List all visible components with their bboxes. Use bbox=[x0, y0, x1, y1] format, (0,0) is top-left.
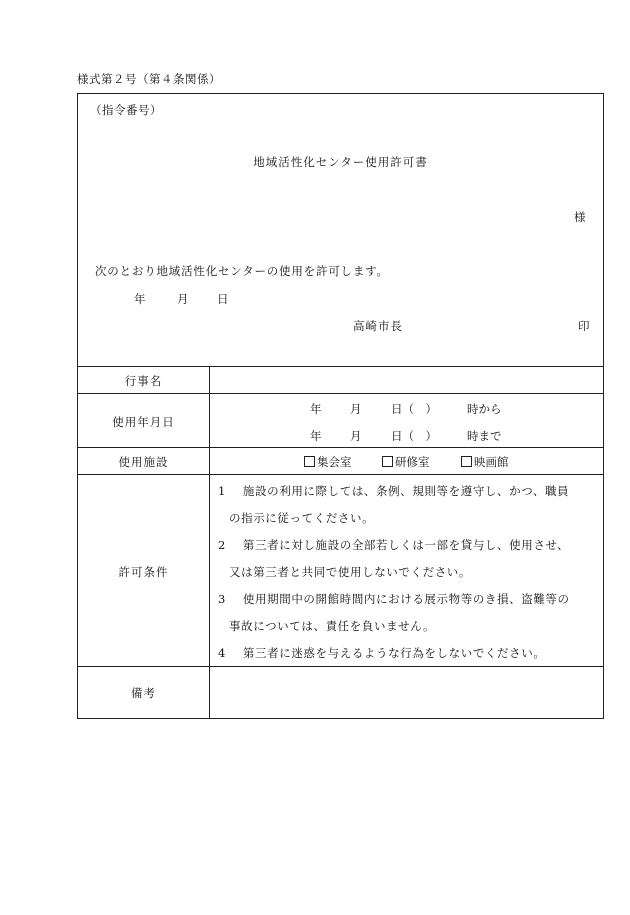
checkbox-icon[interactable] bbox=[304, 456, 315, 467]
row-divider bbox=[78, 666, 603, 667]
condition-text: 第三者に迷惑を与えるような行為をしないでください。 bbox=[242, 646, 546, 660]
to-year: 年 bbox=[310, 429, 322, 443]
to-day: 日（ ） bbox=[391, 429, 437, 443]
issue-day: 日 bbox=[217, 292, 229, 306]
condition-text: 使用期間中の開館時間内における展示物等のき損、盗難等の bbox=[242, 592, 570, 606]
facility-option-cinema[interactable] bbox=[461, 454, 509, 470]
condition-number: 2 bbox=[218, 538, 226, 552]
from-time: 時から bbox=[467, 402, 502, 416]
checkbox-icon[interactable] bbox=[382, 456, 393, 467]
condition-number: 4 bbox=[218, 646, 226, 660]
checkbox-icon[interactable] bbox=[461, 456, 472, 467]
form-number: 様式第２号（第４条関係） bbox=[77, 72, 221, 86]
event-name-label: 行事名 bbox=[124, 374, 163, 388]
facility-label: 使用施設 bbox=[118, 455, 169, 469]
row-divider bbox=[78, 447, 603, 448]
remarks-label: 備考 bbox=[131, 686, 156, 700]
condition-number: 1 bbox=[218, 484, 226, 498]
usage-date-label: 使用年月日 bbox=[112, 415, 175, 429]
to-month: 月 bbox=[350, 429, 362, 443]
permit-form bbox=[77, 93, 604, 719]
facility-option-label: 研修室 bbox=[395, 455, 430, 469]
document-title: 地域活性化センター使用許可書 bbox=[253, 155, 428, 169]
condition-number: 3 bbox=[218, 592, 226, 606]
from-month: 月 bbox=[350, 402, 362, 416]
condition-text: の指示に従ってください。 bbox=[229, 511, 375, 525]
issue-year: 年 bbox=[134, 292, 146, 306]
seal-mark: 印 bbox=[578, 319, 590, 333]
issue-month: 月 bbox=[177, 292, 189, 306]
addressee-suffix: 様 bbox=[574, 210, 586, 224]
row-divider bbox=[78, 393, 603, 394]
permit-statement: 次のとおり地域活性化センターの使用を許可します。 bbox=[95, 264, 389, 278]
condition-text: 事故については、責任を負いません。 bbox=[229, 619, 436, 633]
row-divider bbox=[78, 474, 603, 475]
issuer-name: 高崎市長 bbox=[353, 319, 403, 333]
condition-text: 又は第三者と共同で使用しないでください。 bbox=[229, 565, 471, 579]
column-divider bbox=[209, 366, 210, 719]
from-year: 年 bbox=[310, 402, 322, 416]
conditions-label: 許可条件 bbox=[118, 565, 169, 579]
condition-text: 施設の利用に際しては、条例、規則等を遵守し、かつ、職員 bbox=[242, 484, 570, 498]
table-top-rule bbox=[78, 366, 603, 367]
directive-number-label: （指令番号） bbox=[90, 103, 162, 117]
from-day: 日（ ） bbox=[391, 402, 437, 416]
facility-option-label: 集会室 bbox=[317, 455, 352, 469]
facility-option-meeting-room[interactable] bbox=[304, 454, 352, 470]
facility-option-label: 映画館 bbox=[474, 455, 509, 469]
facility-option-training-room[interactable] bbox=[382, 454, 430, 470]
condition-text: 第三者に対し施設の全部若しくは一部を貸与し、使用させ、 bbox=[242, 538, 570, 552]
to-time: 時まで bbox=[467, 429, 502, 443]
